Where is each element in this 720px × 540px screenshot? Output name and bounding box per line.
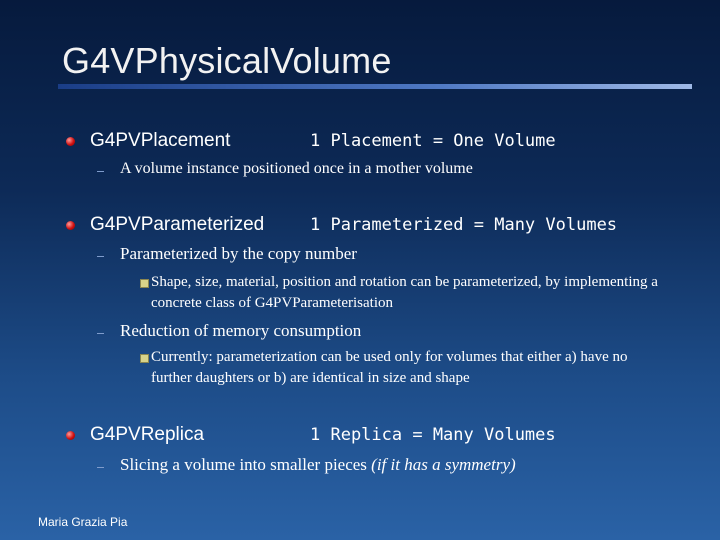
replica-symmetry-note: (if it has a symmetry) [371,455,516,474]
replica-description [120,455,516,475]
square-bullet-icon [140,354,149,363]
replica-heading: G4PVReplica [90,424,205,445]
red-bullet-icon [66,431,75,440]
replica-summary: 1 Replica = Many Volumes [310,425,556,445]
parameterization-limitation: Currently: parameterization can be used only for volumes that either a) have no further daughters or b) are identical in size and shape [151,349,628,386]
dash-bullet-icon [97,171,104,172]
placement-summary: 1 Placement = One Volume [310,131,556,151]
parameterized-heading: G4PVParameterized [90,214,265,235]
replica-description-text: Slicing a volume into smaller pieces [120,455,372,474]
parameterized-copy-number: Parameterized by the copy number [120,244,357,263]
placement-heading: G4PVPlacement [90,130,231,151]
dash-bullet-icon [97,256,104,257]
parameterization-detail: Shape, size, material, position and rotation can be parameterized, by implementing a concrete class of G4PVParameterisation [151,274,658,311]
memory-reduction: Reduction of memory consumption [120,321,362,340]
dash-bullet-icon [97,467,104,468]
red-bullet-icon [66,221,75,230]
author-footer: Maria Grazia Pia [38,515,128,529]
parameterized-summary: 1 Parameterized = Many Volumes [310,215,618,235]
title-underline [58,84,692,89]
red-bullet-icon [66,137,75,146]
slide-title: G4VPhysicalVolume [62,40,392,81]
square-bullet-icon [140,279,149,288]
placement-description: A volume instance positioned once in a mother volume [120,160,473,177]
dash-bullet-icon [97,333,104,334]
